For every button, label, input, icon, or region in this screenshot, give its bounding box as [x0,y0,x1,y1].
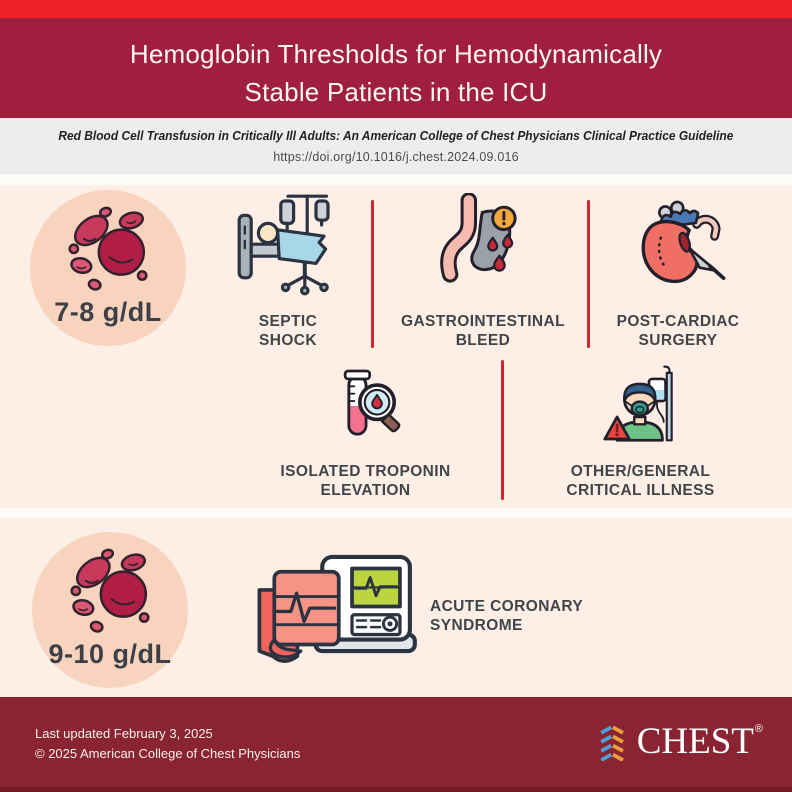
last-updated-text: Last updated February 3, 2025 [35,726,213,741]
copyright-text: © 2025 American College of Chest Physicians [35,746,301,761]
section-threshold-7-8 [0,185,792,508]
item-gastrointestinal-bleed [392,197,574,350]
item-post-cardiac-surgery [598,197,758,350]
section-threshold-9-10 [0,518,792,697]
stomach-bleed-icon [392,197,574,305]
threshold-value: 7-8 g/dL [54,297,162,327]
item-label: ISOLATED TROPONIN ELEVATION [280,463,451,499]
footer [0,697,792,792]
page-title-line1: Hemoglobin Thresholds for Hemodynamically [129,39,663,69]
header [0,18,792,118]
item-acute-coronary-syndrome: ACUTE CORONARY SYNDROME [430,598,584,634]
footer-bottom-strip [0,787,792,792]
item-label: POST-CARDIAC SURGERY [616,313,740,349]
troponin-test-icon [268,363,463,455]
chest-logo-text: CHEST [636,720,754,762]
registered-trademark: ® [754,723,763,735]
threshold-badge-9-10 [32,532,188,688]
item-other-critical-illness [543,363,738,500]
item-label: SEPTIC SHOCK [258,313,318,349]
page-title-line2: Stable Patients in the ICU [244,77,548,107]
blood-cells-icon [58,200,158,296]
red-divider [371,200,374,348]
top-accent-strip [0,0,792,18]
blood-cells-icon [60,542,160,638]
threshold-value: 9-10 g/dL [48,639,172,669]
red-divider [587,200,590,348]
doi-link[interactable]: https://doi.org/10.1016/j.chest.2024.09.016 [273,150,519,164]
chest-logo [596,721,762,761]
guideline-subtitle: Red Blood Cell Transfusion in Critically Ill Adults: An American College of Chest Physicians Clinical Practice Guideline [58,128,734,143]
item-isolated-troponin [268,363,463,500]
item-label: GASTROINTESTINAL BLEED [401,313,565,349]
item-label: OTHER/GENERAL CRITICAL ILLNESS [566,463,715,499]
item-septic-shock [200,197,376,350]
hospital-bed-icon [200,197,376,305]
threshold-badge-7-8 [30,190,186,346]
oxygen-mask-patient-icon [543,363,738,455]
ecg-monitor-icon [246,542,420,671]
red-divider [501,360,504,500]
subtitle-band [0,118,792,174]
chest-logo-mark-icon [596,721,630,761]
heart-scalpel-icon [598,197,758,305]
